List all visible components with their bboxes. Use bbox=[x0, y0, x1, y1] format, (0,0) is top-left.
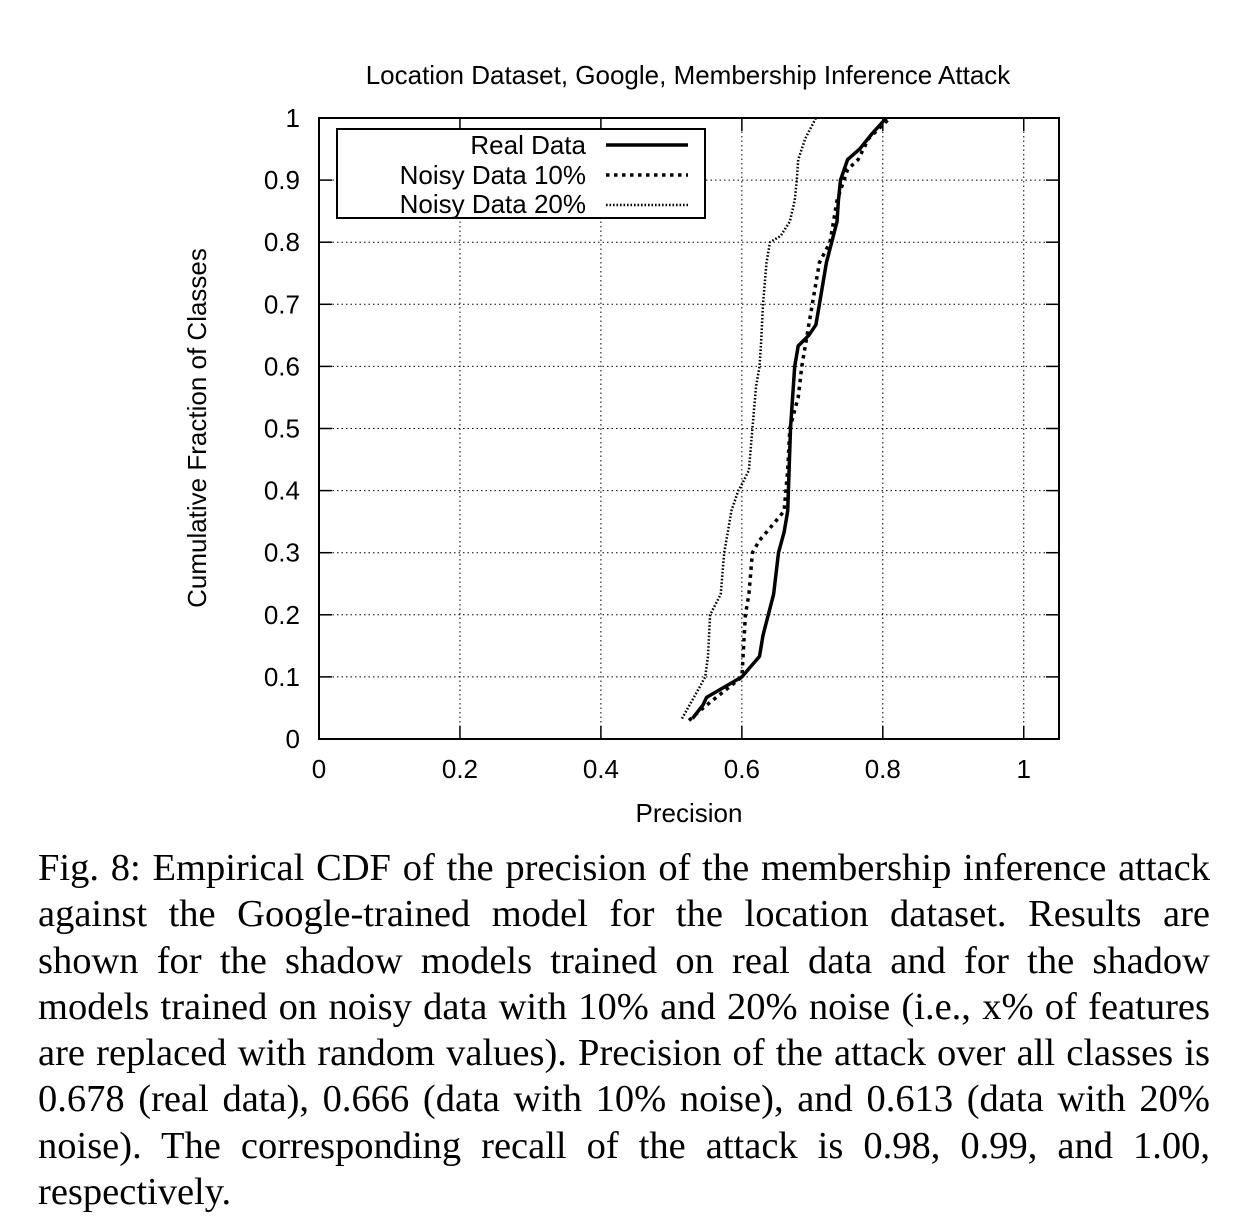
y-tick-label: 0.4 bbox=[263, 475, 300, 506]
y-tick-label: 0.7 bbox=[263, 289, 300, 320]
x-tick-label: 0.2 bbox=[441, 754, 479, 784]
x-axis-label: Precision bbox=[635, 798, 743, 828]
legend-label-noisy-20: Noisy Data 20% bbox=[399, 189, 586, 219]
figure-caption: Fig. 8: Empirical CDF of the precision of the membership inference attack against the Google-trained model for the location dataset. Results are shown for the shadow models trained on real data and for the shadow models trained on noisy data with 10% and 20% noise (i.e., x% of features are replaced with random values). Precision of the attack over all classes is 0.678 (real data), 0.666 (data with 10% noise), and 0.613 (data with 20% noise). The corresponding recall of the attack is 0.98, 0.99, and 1.00, respectively. bbox=[38, 847, 1210, 1214]
series-line-real-data bbox=[693, 118, 887, 719]
y-tick-label: 1 bbox=[285, 103, 300, 133]
legend-label-real-data: Real Data bbox=[470, 130, 586, 160]
y-axis-label: Cumulative Fraction of Classes bbox=[182, 248, 212, 608]
y-tick-label: 0.1 bbox=[263, 661, 300, 692]
y-tick-label: 0.6 bbox=[263, 351, 300, 382]
x-tick-label: 0 bbox=[311, 754, 327, 784]
data-series bbox=[682, 118, 890, 720]
y-tick-label: 0.3 bbox=[263, 537, 300, 568]
x-tick-label: 0.4 bbox=[582, 754, 619, 784]
y-tick-label: 0.5 bbox=[263, 413, 300, 444]
x-tick-label: 0.6 bbox=[723, 754, 760, 784]
y-tick-label: 0.2 bbox=[263, 599, 300, 630]
legend-label-noisy-10: Noisy Data 10% bbox=[399, 160, 586, 190]
y-tick-label: 0 bbox=[285, 724, 300, 754]
y-tick-label: 0.9 bbox=[263, 165, 300, 196]
x-tick-label: 0.8 bbox=[864, 754, 901, 784]
legend bbox=[337, 129, 705, 219]
x-tick-label: 1 bbox=[1016, 754, 1031, 784]
y-tick-label: 0.8 bbox=[263, 227, 300, 258]
chart-title: Location Dataset, Google, Membership Inference Attack bbox=[365, 60, 1011, 90]
